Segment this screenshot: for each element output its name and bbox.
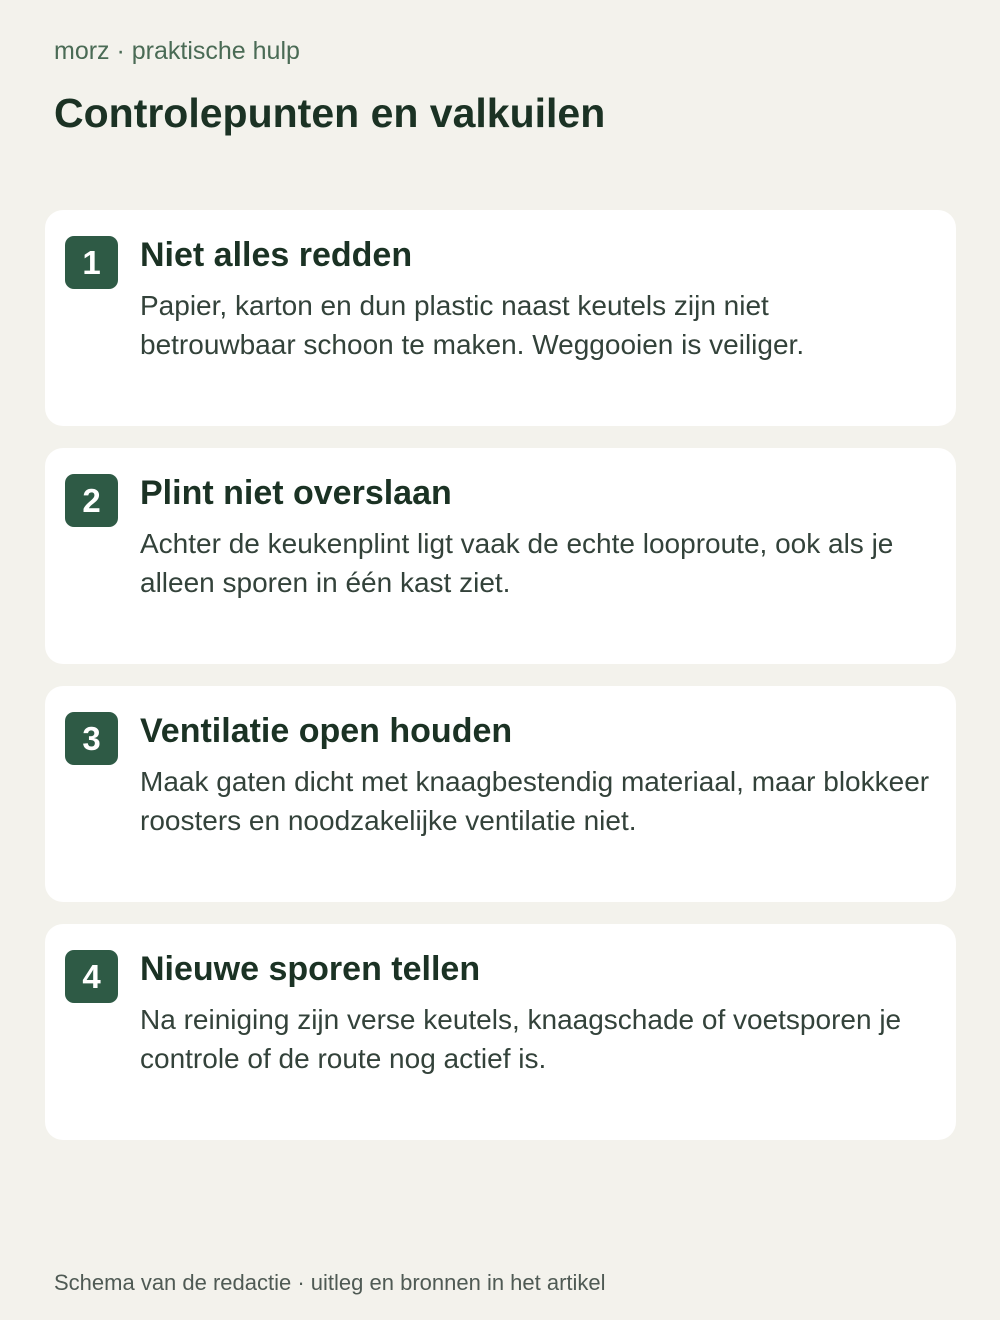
card-text: Na reiniging zijn verse keutels, knaagschade of voetsporen je controle of de route nog actief is. bbox=[140, 1004, 902, 1074]
checklist-card-2 bbox=[45, 448, 956, 664]
checklist-card-1 bbox=[45, 210, 956, 426]
card-text: Achter de keukenplint ligt vaak de echte looproute, ook als je alleen sporen in één kast ziet. bbox=[140, 528, 894, 598]
checklist-card-4 bbox=[45, 924, 956, 1140]
card-title: Plint niet overslaan bbox=[140, 474, 452, 512]
page-title: Controlepunten en valkuilen bbox=[54, 90, 606, 136]
card-title: Nieuwe sporen tellen bbox=[140, 950, 481, 988]
card-title: Ventilatie open houden bbox=[140, 712, 513, 750]
step-number-badge: 4 bbox=[65, 950, 118, 1003]
card-text: Papier, karton en dun plastic naast keutels zijn niet betrouwbaar schoon te maken. Weggooien is veiliger. bbox=[140, 290, 805, 360]
step-number-badge: 3 bbox=[65, 712, 118, 765]
step-number-badge: 1 bbox=[65, 236, 118, 289]
step-number-badge: 2 bbox=[65, 474, 118, 527]
checklist bbox=[45, 210, 956, 1162]
brand-label: morz · praktische hulp bbox=[54, 37, 300, 65]
card-text: Maak gaten dicht met knaagbestendig materiaal, maar blokkeer roosters en noodzakelijke ventilatie niet. bbox=[140, 766, 930, 836]
footer-caption: Schema van de redactie · uitleg en bronnen in het artikel bbox=[54, 1270, 606, 1295]
card-title: Niet alles redden bbox=[140, 236, 413, 274]
checklist-card-3 bbox=[45, 686, 956, 902]
